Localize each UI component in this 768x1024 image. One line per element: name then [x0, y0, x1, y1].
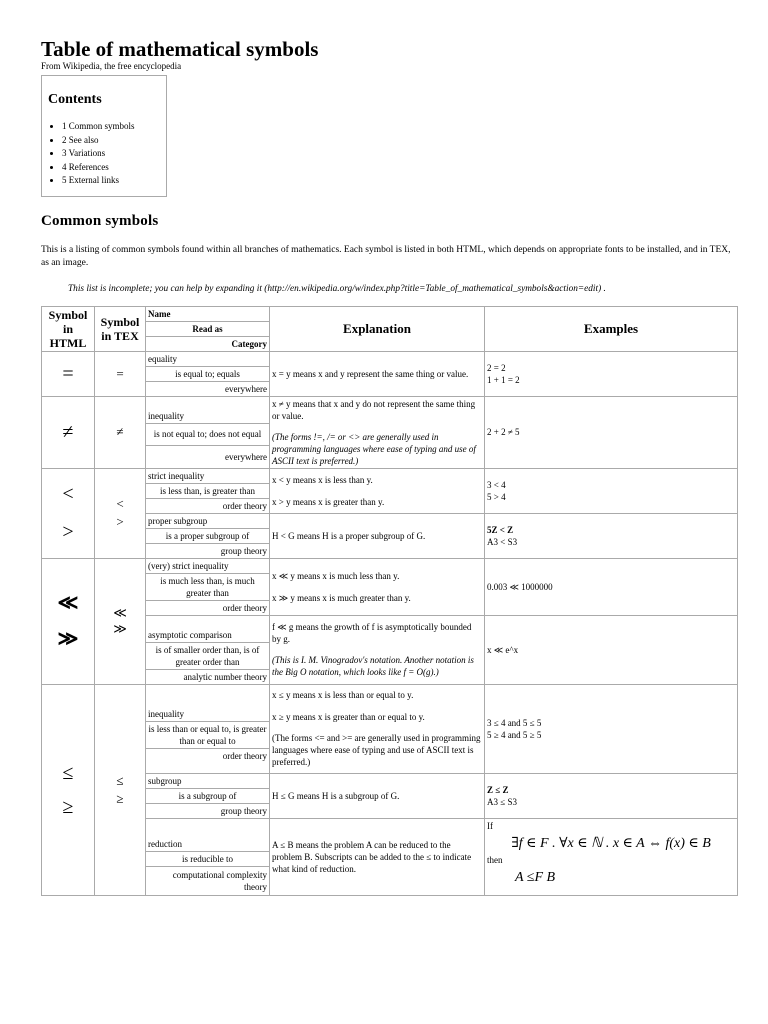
explanation-line: x > y means x is greater than y. [272, 496, 385, 507]
row-examples: x ≪ e^x [485, 615, 738, 684]
row-category: computational complexity theory [146, 866, 270, 895]
explanation-note: (The forms !=, /= or <> are generally used in programming languages where ease of typing and use of ASCII text is preferred.) [272, 431, 476, 466]
example-line: 5 > 4 [487, 491, 506, 502]
symbol-tex-much-less: ≪ [113, 605, 127, 620]
symbol-less-than: < [62, 483, 74, 505]
example-line: 5Z < Z [487, 524, 514, 535]
row-explanation [270, 684, 485, 773]
example-if: If [487, 820, 493, 831]
row-read-as: is a subgroup of [146, 788, 270, 803]
row-category: order theory [146, 498, 270, 513]
table-of-contents [41, 75, 167, 197]
explanation-line: x ≥ y means x is greater than or equal to y. [272, 712, 425, 722]
row-examples [485, 468, 738, 513]
row-name: inequality [146, 684, 270, 721]
example-line: 5 ≥ 4 and 5 ≥ 5 [487, 729, 542, 740]
symbol-html-not-equal: ≠ [42, 396, 95, 468]
symbol-tex-le-ge [95, 684, 146, 895]
row-name: proper subgroup [146, 513, 270, 528]
row-explanation [270, 615, 485, 684]
incomplete-note[interactable]: This list is incomplete; you can help by expanding it (http://en.wikipedia.org/w/index.php?title=Table_of_mathematical_symbols&action=edit) . [68, 283, 606, 294]
toc-item-variations[interactable]: • 3 Variations [62, 147, 166, 161]
row-category: everywhere [146, 446, 270, 469]
example-line: 2 = 2 [487, 362, 506, 373]
row-examples [485, 773, 738, 818]
example-line: A3 ≤ S3 [487, 796, 517, 807]
header-read-as: Read as [146, 321, 270, 336]
row-examples [485, 684, 738, 773]
symbol-tex-less-than: < [116, 496, 124, 511]
symbol-tex-greater-than: > [116, 514, 124, 529]
section-heading: Common symbols [41, 212, 159, 229]
row-examples: 0.003 ≪ 1000000 [485, 558, 738, 615]
example-line: 1 + 1 = 2 [487, 374, 520, 385]
row-explanation [270, 558, 485, 615]
symbol-html-le-ge [42, 684, 95, 895]
article [41, 36, 737, 896]
symbol-html-much-less-greater [42, 558, 95, 684]
row-examples [485, 818, 738, 895]
row-category: analytic number theory [146, 669, 270, 684]
symbol-tex-equals: = [95, 351, 146, 396]
explanation-line: x ≠ y means that x and y do not represent the same thing or value. [272, 398, 476, 421]
symbol-tex-much-greater: ≫ [113, 621, 127, 636]
symbol-much-less: ≪ [57, 592, 79, 614]
toc-item-common-symbols[interactable]: • 1 Common symbols [62, 120, 166, 134]
row-explanation: H ≤ G means H is a subgroup of G. [270, 773, 485, 818]
symbol-tex-greater-equal: ≥ [116, 790, 124, 806]
row-read-as: is not equal to; does not equal [146, 423, 270, 446]
header-name: Name [146, 306, 270, 321]
header-symbol-tex: Symbol in TEX [95, 306, 146, 351]
row-category: group theory [146, 543, 270, 558]
explanation-line: x < y means x is less than y. [272, 474, 373, 485]
row-read-as: is less than, is greater than [146, 483, 270, 498]
symbol-less-equal: ≤ [62, 761, 74, 784]
row-category: order theory [146, 600, 270, 615]
row-name: strict inequality [146, 468, 270, 483]
toc-list [48, 120, 166, 188]
row-name: subgroup [146, 773, 270, 788]
row-explanation: H < G means H is a proper subgroup of G. [270, 513, 485, 558]
explanation-line: x ≪ y means x is much less than y. [272, 570, 400, 581]
symbols-table [41, 306, 738, 896]
example-then: then [487, 854, 503, 865]
explanation-line: x ≤ y means x is less than or equal to y. [272, 690, 414, 700]
row-examples [485, 513, 738, 558]
row-explanation: A ≤ B means the problem A can be reduced to the problem B. Subscripts can be added to the ≤ to indicate what kind of reduction. [270, 818, 485, 895]
symbol-tex-less-equal: ≤ [116, 772, 124, 788]
symbol-much-greater: ≫ [57, 628, 79, 650]
row-name: equality [146, 351, 270, 366]
symbol-tex-much-less-greater [95, 558, 146, 684]
intro-paragraph: This is a listing of common symbols found within all branches of mathematics. Each symbol is listed in both HTML, which depends on appropriate fonts to be installed, and in TEX, as an image. [41, 244, 731, 268]
example-formula: ∃f ∈ F . ∀x ∈ ℕ . x ∈ A ⇔ f(x) ∈ B [511, 835, 711, 851]
header-category: Category [146, 336, 270, 351]
row-read-as: is a proper subgroup of [146, 528, 270, 543]
explanation-line: x ≫ y means x is much greater than y. [272, 592, 411, 603]
row-category: order theory [146, 748, 270, 773]
row-explanation: x = y means x and y represent the same thing or value. [270, 351, 485, 396]
symbol-greater-than: > [62, 521, 74, 543]
symbol-tex-not-equal: ≠ [95, 396, 146, 468]
symbol-html-equals: = [42, 351, 95, 396]
explanation-note: (The forms <= and >= are generally used in programming languages where ease of typing and use of ASCII text is preferred.) [272, 733, 481, 767]
page-title: Table of mathematical symbols [41, 37, 319, 61]
toc-item-references[interactable]: • 4 References [62, 161, 166, 175]
symbol-greater-equal: ≥ [62, 795, 74, 818]
header-symbol-html: Symbol in HTML [42, 306, 95, 351]
header-examples: Examples [485, 306, 738, 351]
symbol-html-less-greater [42, 468, 95, 558]
example-line: A3 < S3 [487, 536, 518, 547]
row-name: asymptotic comparison [146, 615, 270, 642]
example-line: 3 ≤ 4 and 5 ≤ 5 [487, 717, 542, 728]
row-read-as: is less than or equal to, is greater than or equal to [146, 721, 270, 748]
row-examples: 2 + 2 ≠ 5 [485, 396, 738, 468]
row-explanation [270, 468, 485, 513]
header-explanation: Explanation [270, 306, 485, 351]
toc-item-see-also[interactable]: • 2 See also [62, 134, 166, 148]
row-explanation [270, 396, 485, 468]
example-line: Z ≤ Z [487, 784, 509, 795]
toc-item-external-links[interactable]: • 5 External links [62, 174, 166, 188]
explanation-line: f ≪ g means the growth of f is asymptotically bounded by g. [272, 622, 472, 644]
example-line: 3 < 4 [487, 479, 506, 490]
symbol-tex-less-greater [95, 468, 146, 558]
page-subtitle: From Wikipedia, the free encyclopedia [41, 61, 182, 71]
row-read-as: is much less than, is much greater than [146, 573, 270, 600]
row-read-as: is reducible to [146, 851, 270, 866]
row-read-as: is equal to; equals [146, 366, 270, 381]
explanation-note: (This is I. M. Vinogradov's notation. Another notation is the Big O notation, which looks like f = O(g).) [272, 655, 474, 677]
row-category: everywhere [146, 381, 270, 396]
row-examples [485, 351, 738, 396]
row-name: inequality [146, 396, 270, 423]
toc-heading: Contents [48, 92, 102, 107]
row-category: group theory [146, 803, 270, 818]
row-name: reduction [146, 818, 270, 851]
row-read-as: is of smaller order than, is of greater order than [146, 642, 270, 669]
example-result: A ≤F B [515, 869, 556, 885]
row-name: (very) strict inequality [146, 558, 270, 573]
